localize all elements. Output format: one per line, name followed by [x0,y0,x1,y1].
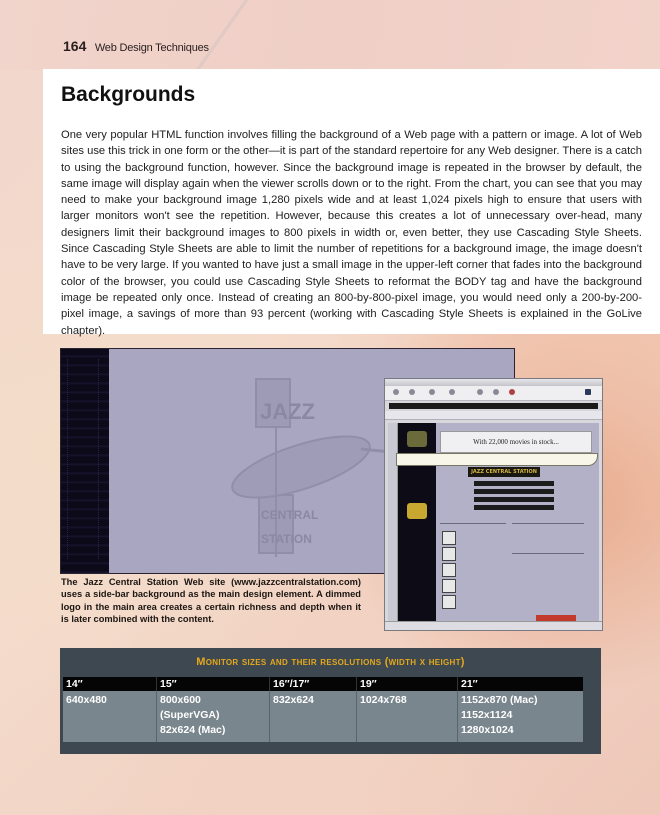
logo-word-central: CENTRAL [261,508,319,522]
back-icon [393,389,399,395]
logo-word-station: STATION [261,532,312,546]
monitor-table-panel [60,648,601,754]
forward-icon [409,389,415,395]
column-header: 19″ [357,677,458,691]
images-icon [477,389,483,395]
highlight-thumbnail [442,531,456,545]
decorative-stripe [195,0,248,70]
browser-statusbar [385,621,602,630]
site-row [474,497,554,502]
highlight-thumbnail [442,579,456,593]
site-row [474,489,554,494]
column-header: 16″/17″ [270,677,357,691]
site-row [474,505,554,510]
highlight-thumbnail [442,595,456,609]
table-cell [357,691,458,742]
site-row [474,481,554,486]
reload-icon [449,389,455,395]
column-header: 21″ [458,677,584,691]
resolution-value: 1280x1024 [461,724,514,736]
column-header: 14″ [63,677,157,691]
sidebar-thumb [407,431,427,447]
resolution-value: 800x600 [160,694,201,706]
table-cell [270,691,357,742]
resolution-value: 832x624 [273,694,314,706]
resolution-value: 82x624 (Mac) [160,724,226,736]
figure-caption: The Jazz Central Station Web site (www.jazzcentralstation.com) uses a side-bar background as the main design element. A dimmed logo in the main area creates a certain richness and depth when it is later combined with the content. [61,577,361,624]
personal-toolbar [385,411,602,420]
print-icon [493,389,499,395]
monitor-resolution-table [63,677,583,742]
section-rule [440,523,506,524]
table-cell [458,691,584,742]
page-number: 164 [63,38,87,54]
article-box [43,69,660,337]
poll-rule [512,553,584,554]
browser-toolbar [385,386,602,401]
home-icon [429,389,435,395]
table-cell [157,691,270,742]
page-header-band [0,0,660,70]
stop-icon [509,389,515,395]
resolution-value: 640x480 [66,694,107,706]
browser-titlebar [385,379,602,386]
sidebar-saxophone-icon [407,503,427,519]
highlight-thumbnail [442,547,456,561]
section-title: Web Design Techniques [94,42,209,54]
article-body: One very popular HTML function involves filling the background of a Web page with a pattern or image. A lot of Web sites use this trick in one form or the other—it is part of the standard repertoire for any Web designer. There is a catch to using the background function, however. Since the background image is repeated in the browser by default, the same image will display again when the viewer scrolls down or to the right. From the chart, you can see that you may need to make your background image 1,280 pixels wide and at least 1,024 pixels high to ensure that users with larger monitors won't see the repetition. However, because this creates a lot of unnecessary over-head, many designers limit their background images to 800 pixels in width or, even better, they use Cascading Style Sheets. Since Cascading Style Sheets are able to limit the number of repetitions for a background image, the image doesn't have to be very large. If you wanted to have just a small image in the upper-left corner that fades into the background color of the browser, you could use Cascading Style Sheets to reformat the BODY tag and have the background image be repeated only once. Instead of creating an 800-by-800-pixel image, you would need only a 200-by-200-pixel image, a savings of more than 93 percent (working with Cascading Style Sheets is explained in the GoLive chapter). [61,129,642,337]
article-title: Backgrounds [61,83,196,106]
table-cell [63,691,157,742]
table-title: Monitor sizes and their resolutions (width x height) [196,656,465,668]
resolution-value: 1152x870 (Mac) [461,694,538,706]
section-rule [512,523,584,524]
resolution-value: 1024x768 [360,694,407,706]
logo-word-jazz: JAZZ [260,399,315,424]
netscape-logo-icon [585,389,591,395]
table-header-row [63,677,583,691]
resolution-value: (SuperVGA) [160,709,220,721]
location-bar [389,403,598,409]
browser-screenshot [384,378,603,631]
resolution-value: 1152x1124 [461,709,513,721]
site-title: JAZZ CENTRAL STATION [468,467,540,477]
running-head [63,38,209,56]
site-banner: With 22,000 movies in stock... [440,431,592,453]
sidebar-background [61,349,109,573]
site-nav-bar [396,453,598,466]
highlight-thumbnail [442,563,456,577]
browser-page [388,423,599,621]
table-row [63,691,583,742]
column-header: 15″ [157,677,270,691]
